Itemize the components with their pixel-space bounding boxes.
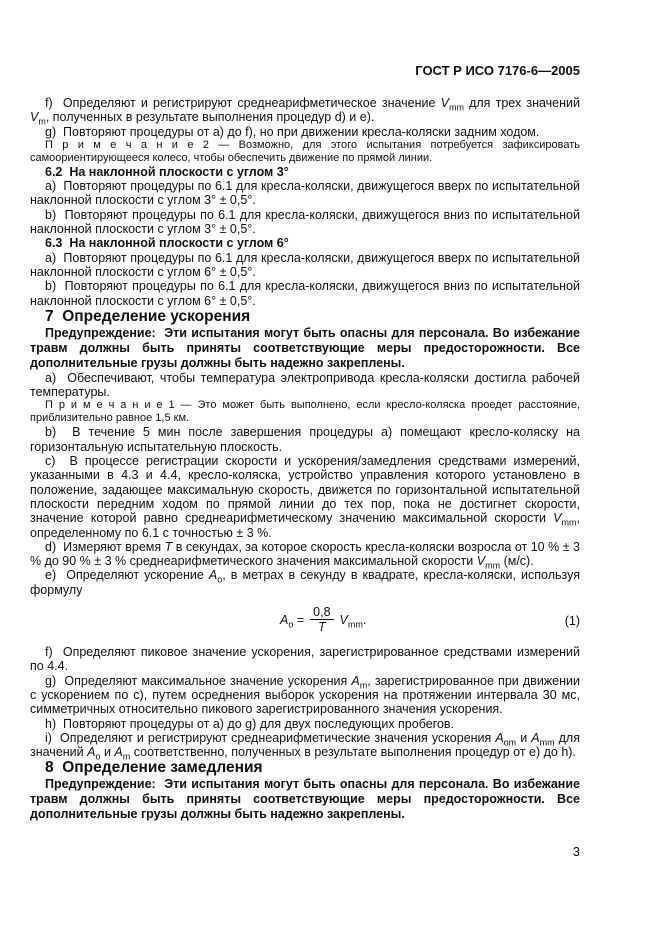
note-paragraph: П р и м е ч а н и е 1 — Это может быть выполнено, если кресло-коляска проедет расстояние, приблизительно равное 1,5 км. — [30, 399, 580, 425]
paragraph: b) В течение 5 мин после завершения процедуры a) помещают кресло-коляску на горизонтальную испытательную плоскость. — [30, 425, 580, 454]
formula-block — [30, 605, 580, 637]
paragraph: f) Определяют и регистрируют среднеарифметическое значение $V_{mm}$ для трех значений $V_m$, полученных в результате выполнения процедур d) и e). — [30, 96, 580, 127]
formula-lhs: $A_o$ = — [280, 612, 305, 630]
paragraph: a) Повторяют процедуры по 6.1 для кресла-коляски, движущегося вверх по испытательной наклонной плоскости с углом 3° ± 0,5°. — [30, 179, 580, 208]
fraction-denominator: T — [318, 620, 326, 635]
warning-paragraph: Предупреждение: Эти испытания могут быть опасны для персонала. Во избежание травм должны быть приняты соответствующие меры предосторожности. Все дополнительные грузы должны быть надежно закреплены. — [30, 777, 580, 822]
subsection-heading: 6.2 На наклонной плоскости с углом 3° — [45, 164, 289, 179]
subsection-heading: 6.3 На наклонной плоскости с углом 6° — [45, 236, 289, 251]
paragraph: g) Определяют максимальное значение ускорения $A_m$, зарегистрированное при движении с ускорением по c), путем осреднения выборок ускорения на протяжении интервала 30 мс, симметричных относительно пикового зарегистрированного значения ускорения. — [30, 673, 580, 717]
paragraph: d) Измеряют время T в секундах, за которое скорость кресла-коляски возросла от 10 % ± 3 % до 90 % ± 3 % среднеарифметического значения максимальной скорости $V_{mm}$ (м/с). — [30, 539, 580, 571]
fraction-numerator: 0,8 — [310, 605, 333, 620]
paragraph: c) В процессе регистрации скорости и ускорения/замедления средствами измерений, указанными в 4.3 и 4.4, кресло-коляска, устройство управления которого установлено в положение, задающее максимальную скорость, движется по горизонтальной испытательной плоскости передним ходом по прямой линии до тех пор, пока не достигнет скорости, значение которой равно среднеарифметическому значению максимальной скорости $V_{mm}$, определенному по 6.1 с точностью ± 3 %. — [30, 454, 580, 540]
paragraph: h) Повторяют процедуры от a) до g) для двух последующих пробегов. — [45, 716, 455, 731]
formula-expression — [280, 605, 366, 635]
section-heading: 7 Определение ускорения — [45, 307, 251, 325]
page-number: 3 — [572, 844, 580, 859]
paragraph: i) Определяют и регистрируют среднеарифметические значения ускорения $A_{om}$ и $A_{mm}$ для значений $A_o$ и $A_m$ соответственно, полученных в результате выполнения процедур от e) до h). — [30, 730, 580, 762]
fraction — [310, 605, 333, 635]
formula-number: (1) — [564, 613, 580, 628]
document-content — [30, 96, 580, 822]
paragraph: b) Повторяют процедуры по 6.1 для кресла-коляски, движущегося вниз по испытательной наклонной плоскости с углом 6° ± 0,5°. — [30, 279, 580, 308]
paragraph: e) Определяют ускорение $A_o$, в метрах в секунду в квадрате, кресла-коляски, используя формулу — [30, 568, 580, 597]
document-header: ГОСТ Р ИСО 7176-6—2005 — [415, 63, 580, 78]
formula-rhs: $V_{mm}$. — [339, 612, 367, 630]
section-heading: 8 Определение замедления — [45, 759, 263, 777]
note-paragraph: П р и м е ч а н и е 2 — Возможно, для этого испытания потребуется зафиксировать самоориентирующееся колесо, чтобы обеспечить движение по прямой линии. — [30, 138, 580, 164]
paragraph: a) Повторяют процедуры по 6.1 для кресла-коляски, движущегося вверх по испытательной наклонной плоскости с углом 6° ± 0,5°. — [30, 250, 580, 279]
paragraph: a) Обеспечивают, чтобы температура электропривода кресла-коляски достигла рабочей температуры. — [30, 370, 580, 400]
paragraph: f) Определяют пиковое значение ускорения, зарегистрированное средствами измерений по 4.4. — [30, 645, 580, 674]
warning-paragraph: Предупреждение: Эти испытания могут быть опасны для персонала. Во избежание травм должны быть приняты соответствующие меры предосторожности. Все дополнительные грузы должны быть надежно закреплены. — [30, 325, 580, 370]
paragraph: g) Повторяют процедуры от a) до f), но при движении кресла-коляски задним ходом. — [45, 124, 540, 139]
paragraph: b) Повторяют процедуры по 6.1 для кресла-коляски, движущегося вниз по испытательной наклонной плоскости с углом 3° ± 0,5°. — [30, 207, 580, 237]
